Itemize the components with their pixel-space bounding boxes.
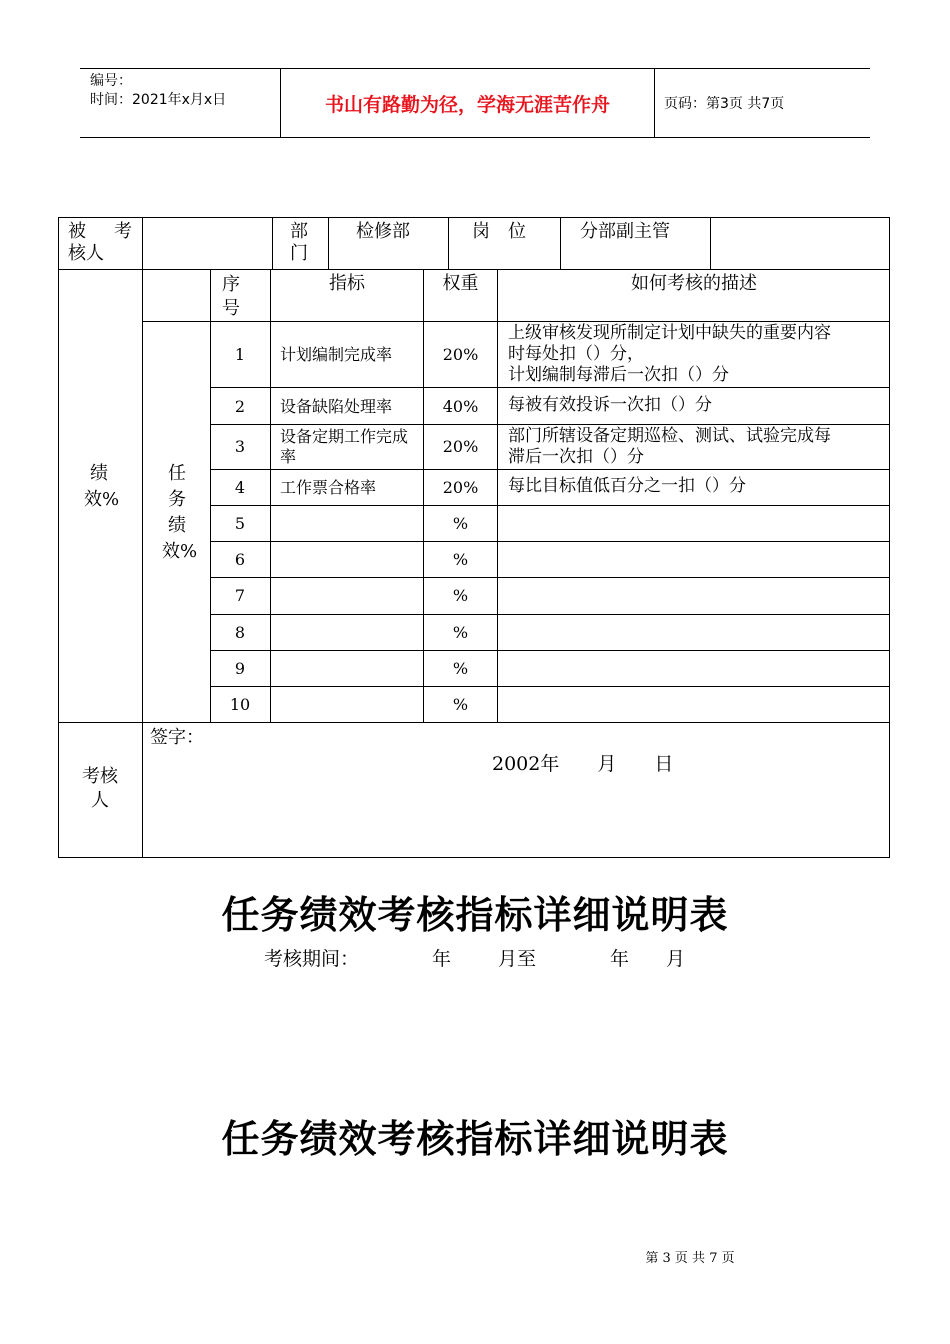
row-desc-line: 每被有效投诉一次扣（）分 [508,395,712,415]
table-border [889,217,890,858]
row-desc-line: 上级审核发现所制定计划中缺失的重要内容 [508,323,831,343]
grid-line [270,269,271,723]
page-header [80,68,870,138]
grid-line [560,217,561,269]
page-footer: 第 3 页 共 7 页 [645,1251,735,1266]
row-weight: % [452,695,469,714]
row-desc-line: 部门所辖设备定期巡检、测试、试验完成每 [508,426,831,446]
grid-line [210,650,890,651]
grid-line [448,217,449,269]
period-label: 考核期间： [264,948,360,970]
col-desc-header: 如何考核的描述 [631,273,757,294]
grid-line [210,614,890,615]
grid-line [328,217,329,269]
row-indicator: 计划编制完成率 [280,345,393,364]
grid-line [497,269,498,723]
header-meta [80,69,280,137]
period-year-1: 年 [432,948,452,970]
row-weight: % [452,586,469,605]
table-title-repeat: 任务绩效考核指标详细说明表 [221,1116,729,1161]
row-desc [508,396,712,415]
row-seq: 9 [234,659,246,678]
post-label: 岗 位 [472,221,526,242]
sign-label: 签字： [150,727,204,748]
col-seq-header: 序号 [222,274,240,319]
assessment-table [58,217,890,858]
row-seq: 6 [234,550,246,569]
row-seq: 7 [234,586,246,605]
grid-line [710,217,711,269]
row-seq: 5 [234,514,246,533]
row-desc-line: 时每处扣（）分， [508,344,644,364]
assessee-label: 被 考 核人 [68,221,132,264]
row-seq: 1 [234,345,246,364]
table-border [58,857,890,858]
period-month-to: 月至 [498,948,537,970]
grid-line [210,686,890,687]
grid-line [210,577,890,578]
row-desc-line: 滞后一次扣（）分 [508,447,644,467]
grid-line [210,387,890,388]
dept-value: 检修部 [356,221,410,242]
table-title: 任务绩效考核指标详细说明表 [221,892,729,937]
grid-line [210,424,890,425]
post-value: 分部副主管 [580,221,670,242]
dept-label: 部门 [290,221,308,264]
row-indicator: 设备缺陷处理率 [280,397,393,416]
period-year-2: 年 [610,948,630,970]
header-motto: 书山有路勤为径，学海无涯苦作舟 [324,93,610,116]
header-divider [654,69,655,137]
grid-line [142,321,890,322]
grid-line [58,269,890,270]
header-page-label: 页码：第3页 共7页 [664,96,785,112]
row-indicator: 工作票合格率 [280,478,377,497]
grid-line [58,722,890,723]
row-weight: % [452,659,469,678]
grid-line [272,217,273,269]
row-seq: 10 [229,695,251,714]
row-desc [508,477,746,496]
row-indicator: 设备定期工作完成率 [280,427,409,466]
perf-label: 绩效% [84,463,120,510]
grid-line [210,505,890,506]
row-seq: 4 [234,478,246,497]
col-indicator-header: 指标 [329,273,365,294]
row-weight: 20% [442,437,479,456]
row-desc-line: 每比目标值低百分之一扣（）分 [508,476,746,496]
row-weight: % [452,514,469,533]
grid-line [210,541,890,542]
period-month-2: 月 [666,948,686,970]
row-desc-line: 计划编制每滞后一次扣（）分 [508,365,729,385]
grid-line [210,469,890,470]
row-weight: % [452,623,469,642]
grid-line [142,217,143,858]
number-label: 编号： [90,73,132,89]
row-desc [508,426,831,468]
row-seq: 2 [234,397,246,416]
row-weight: 20% [442,345,479,364]
col-weight-header: 权重 [442,273,479,294]
task-label: 任务绩效% [162,463,198,562]
assessor-label: 考核人 [82,766,118,811]
table-border [58,217,59,858]
row-desc [508,323,831,386]
table-border [58,217,890,218]
row-seq: 8 [234,623,246,642]
assessment-date: 2002年 月 日 [492,753,674,775]
row-seq: 3 [234,437,246,456]
time-label: 时间：2021年x月x日 [90,92,227,108]
row-weight: 40% [442,397,479,416]
row-weight: % [452,550,469,569]
row-weight: 20% [442,478,479,497]
